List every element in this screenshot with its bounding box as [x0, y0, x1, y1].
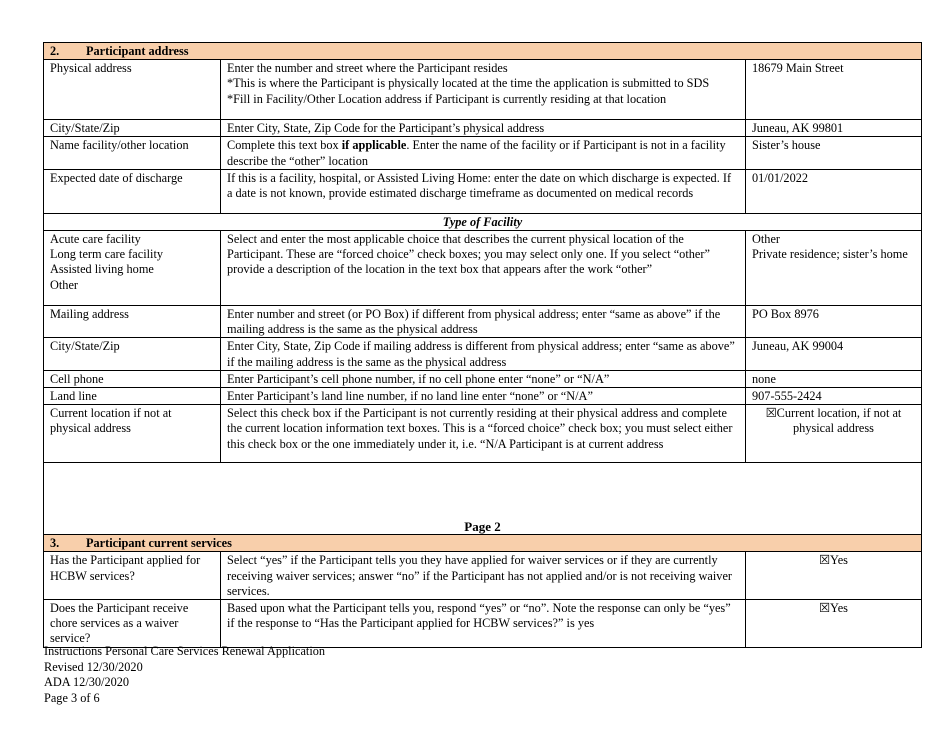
instructions-table	[43, 42, 922, 648]
page-footer	[44, 644, 325, 706]
row-label: Name facility/other location	[44, 137, 221, 169]
row-instructions: Enter City, State, Zip Code for the Participant’s physical address	[221, 120, 746, 137]
instruction-text: . Enter the name of the facility or if Participant is not in a facility describe the “other” location	[227, 138, 726, 168]
row-label: Expected date of discharge	[44, 169, 221, 213]
facility-type-value: Private residence; sister’s home	[752, 247, 908, 262]
facility-type-label: Other	[50, 277, 78, 292]
row-instructions: Select and enter the most applicable choice that describes the current physical location of the Participant. These are “forced choice” check boxes; you may select only one. If you select “other” provide a description of the location in the text box that appears after the work “other”	[221, 231, 746, 306]
instruction-line: *This is where the Participant is physically located at the time the application is submitted to SDS	[227, 76, 710, 91]
current-location-checkbox[interactable]: ☒Current location, if not at physical address	[746, 405, 922, 463]
row-value: 18679 Main Street	[746, 60, 922, 120]
row-instructions	[221, 60, 746, 120]
table-row	[44, 370, 922, 387]
facility-type-label: Long term care facility	[50, 247, 164, 262]
row-value: Sister’s house	[746, 137, 922, 169]
table-row	[44, 405, 922, 463]
facility-type-value: Other	[752, 232, 780, 247]
facility-type-values	[746, 231, 922, 306]
row-instructions: Enter Participant’s land line number, if no land line enter “none” or “N/A”	[221, 388, 746, 405]
footer-document-title: Instructions Personal Care Services Renewal Application	[44, 644, 326, 658]
row-value: PO Box 8976	[746, 306, 922, 338]
facility-type-label: Assisted living home	[50, 262, 154, 277]
footer-ada-date: ADA 12/30/2020	[44, 675, 130, 690]
section-3-number: 3.	[50, 536, 60, 551]
row-label: City/State/Zip	[44, 338, 221, 370]
row-label: Does the Participant receive chore services as a waiver service?	[44, 600, 221, 648]
row-label: City/State/Zip	[44, 120, 221, 137]
facility-type-labels	[44, 231, 221, 306]
table-row	[44, 600, 922, 648]
instruction-line: Enter the number and street where the Participant resides	[227, 61, 508, 76]
instruction-text: Complete this text box	[227, 138, 342, 153]
row-instructions: Enter number and street (or PO Box) if different from physical address; enter “same as above” if the mailing address is the same as the physical address	[221, 306, 746, 338]
type-of-facility-subheading-row	[44, 213, 922, 230]
row-label: Land line	[44, 388, 221, 405]
section-2-header	[44, 43, 922, 60]
page-marker: Page 2	[44, 463, 922, 535]
row-label: Has the Participant applied for HCBW services?	[44, 552, 221, 600]
row-value: 907-555-2424	[746, 388, 922, 405]
row-instructions: Select this check box if the Participant is not currently residing at their physical address and complete the current location information text boxes. This is a “forced choice” check box; you must select either this check box or the one immediately under it, i.e. “N/A Participant is at current address	[221, 405, 746, 463]
table-row	[44, 120, 922, 137]
page-break-row	[44, 463, 922, 535]
row-value: 01/01/2022	[746, 169, 922, 213]
table-row	[44, 338, 922, 370]
instruction-emphasis: if applicable	[341, 138, 407, 153]
footer-page-number: Page 3 of 6	[44, 690, 100, 705]
chore-services-yes-checkbox[interactable]: ☒Yes	[746, 600, 922, 648]
type-of-facility-subheading: Type of Facility	[44, 213, 922, 230]
section-2-number: 2.	[50, 44, 60, 58]
row-instructions: Enter City, State, Zip Code if mailing address is different from physical address; enter “same as above” if the mailing address is the same as the physical address	[221, 338, 746, 370]
facility-type-label: Acute care facility	[50, 232, 141, 247]
row-label: Physical address	[44, 60, 221, 120]
row-label: Cell phone	[44, 370, 221, 387]
row-label: Current location if not at physical address	[44, 405, 221, 463]
table-row	[44, 60, 922, 120]
row-instructions: Select “yes” if the Participant tells you they have applied for waiver services or if they are currently receiving waiver services; answer “no” if the Participant has not applied and/or is not receiving waiver services.	[221, 552, 746, 600]
section-2-title: Participant address	[86, 44, 189, 58]
row-instructions	[221, 137, 746, 169]
table-row	[44, 388, 922, 405]
table-row	[44, 306, 922, 338]
table-row	[44, 552, 922, 600]
instruction-line: *Fill in Facility/Other Location address if Participant is currently residing at that location	[227, 91, 667, 106]
row-label: Mailing address	[44, 306, 221, 338]
table-row	[44, 137, 922, 169]
section-3-header	[44, 535, 922, 552]
row-instructions: If this is a facility, hospital, or Assisted Living Home: enter the date on which discharge is expected. If a date is not known, provide estimated discharge timeframe as documented on medical records	[221, 169, 746, 213]
section-3-title: Participant current services	[86, 536, 232, 551]
row-value: Juneau, AK 99004	[746, 338, 922, 370]
row-value: Juneau, AK 99801	[746, 120, 922, 137]
row-instructions: Enter Participant’s cell phone number, if no cell phone enter “none” or “N/A”	[221, 370, 746, 387]
footer-revised-date: Revised 12/30/2020	[44, 659, 143, 674]
table-row	[44, 231, 922, 306]
table-row	[44, 169, 922, 213]
hcbw-applied-yes-checkbox[interactable]: ☒Yes	[746, 552, 922, 600]
row-instructions: Based upon what the Participant tells you, respond “yes” or “no”. Note the response can only be “yes” if the response to “Has the Participant applied for HCBW services?” is yes	[221, 600, 746, 648]
row-value: none	[746, 370, 922, 387]
